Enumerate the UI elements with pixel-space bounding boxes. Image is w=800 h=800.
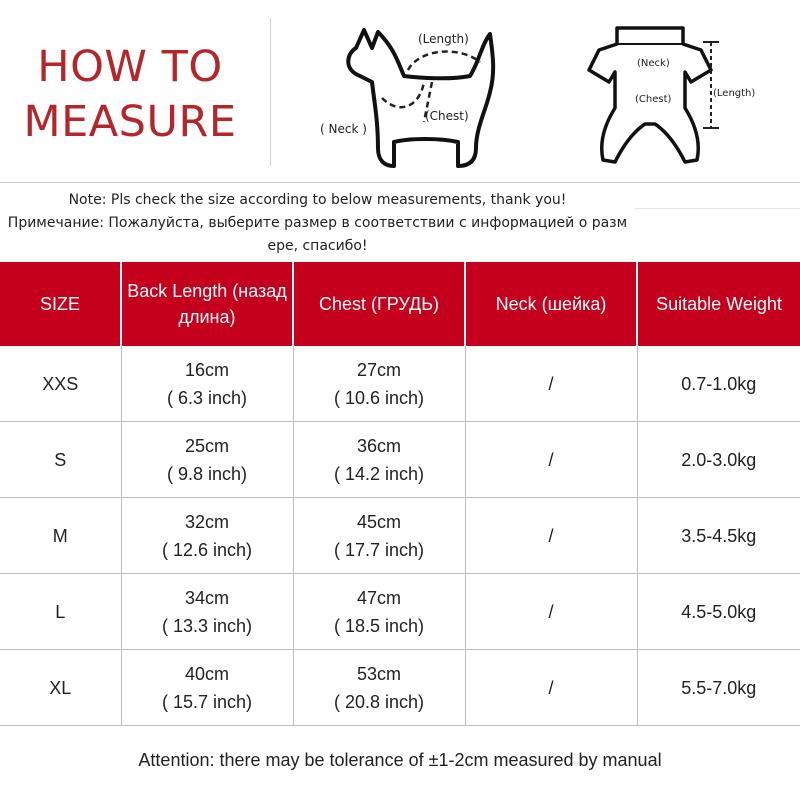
header-separator [0,182,800,183]
attention-note: Attention: there may be tolerance of ±1-2cm measured by manual [138,750,662,770]
back-length-cell [121,574,293,650]
weight-cell: 5.5-7.0kg [637,650,800,726]
header-neck [465,262,637,346]
size-cell: XL [0,650,121,726]
header-weight [637,262,800,346]
table-row [0,346,800,422]
header-neck-ru: (шейка) [541,294,607,314]
note-side-rule [635,208,800,209]
chest-cm: 36cm [356,435,401,456]
back-length-cell [121,650,293,726]
note-russian-line2: ере, спасибо! [267,238,368,254]
chest-inch: ( 17.7 inch) [333,539,425,560]
title-line-2: MEASURE [23,97,237,147]
note-english: Note: Pls check the size according to below measurements, thank you! [68,192,567,208]
chest-inch: ( 18.5 inch) [333,615,425,636]
neck-cell: / [465,346,637,422]
dog-outline [348,30,493,166]
coat-chest-label: (Chest) [635,94,672,105]
header-divider [270,18,271,166]
back-length-inch: ( 12.6 inch) [161,539,253,560]
header-chest-en: Chest [318,294,367,314]
dog-chest-label: (Chest) [425,109,469,123]
table-row [0,498,800,574]
weight-cell: 0.7-1.0kg [637,346,800,422]
neck-cell: / [465,422,637,498]
table-row [0,650,800,726]
back-length-cm: 40cm [184,663,229,684]
chest-cm: 45cm [356,511,401,532]
table-header-row [0,262,800,346]
size-cell: L [0,574,121,650]
back-length-cell [121,498,293,574]
chest-inch: ( 20.8 inch) [333,691,425,712]
coat-neck-label: (Neck) [637,58,670,69]
back-length-inch: ( 13.3 inch) [161,615,253,636]
back-length-cm: 32cm [184,511,229,532]
chest-cm: 47cm [356,587,401,608]
note-russian-line1: Примечание: Пожалуйста, выберите размер в соответствии с информацией о разм [7,215,628,231]
chest-cell [293,650,465,726]
neck-cell: / [465,650,637,726]
weight-cell: 2.0-3.0kg [637,422,800,498]
dog-measure-icon [320,20,510,170]
back-length-cell [121,422,293,498]
back-length-inch: ( 6.3 inch) [166,387,248,408]
dog-neck-label: ( Neck ) [320,122,367,136]
coat-length-label: (Length) [713,88,756,99]
header-chest-ru: (ГРУДЬ) [371,294,440,314]
back-length-cm: 34cm [184,587,229,608]
header-back-length-ru: (назад длина) [178,281,287,327]
chest-cell [293,422,465,498]
length-measure-line [408,52,480,70]
size-cell: XXS [0,346,121,422]
size-chart-table [0,262,800,726]
chest-cell [293,346,465,422]
chest-inch: ( 14.2 inch) [333,463,425,484]
weight-cell: 3.5-4.5kg [637,498,800,574]
title-line-1: HOW TO [37,42,223,92]
chest-cm: 27cm [356,359,401,380]
size-cell: S [0,422,121,498]
table-row [0,422,800,498]
size-cell: M [0,498,121,574]
header-size [0,262,121,346]
back-length-cm: 25cm [184,435,229,456]
header-back-length-en: Back Length [127,281,228,301]
header-size-label: SIZE [39,294,80,314]
back-length-cm: 16cm [184,359,229,380]
header-weight-label: Suitable Weight [656,294,782,314]
page-title [20,40,240,150]
back-length-cell [121,346,293,422]
weight-cell: 4.5-5.0kg [637,574,800,650]
chest-cell [293,498,465,574]
neck-measure-line [382,82,424,107]
neck-cell: / [465,574,637,650]
chest-cm: 53cm [356,663,401,684]
header-neck-en: Neck [495,294,537,314]
table-row [0,574,800,650]
chest-inch: ( 10.6 inch) [333,387,425,408]
header-chest [293,262,465,346]
measure-header [0,0,800,182]
back-length-inch: ( 15.7 inch) [161,691,253,712]
neck-cell: / [465,498,637,574]
back-length-inch: ( 9.8 inch) [166,463,248,484]
header-back-length [121,262,293,346]
dog-length-label: (Length) [418,32,469,46]
coat-measure-icon [585,20,795,170]
chest-cell [293,574,465,650]
